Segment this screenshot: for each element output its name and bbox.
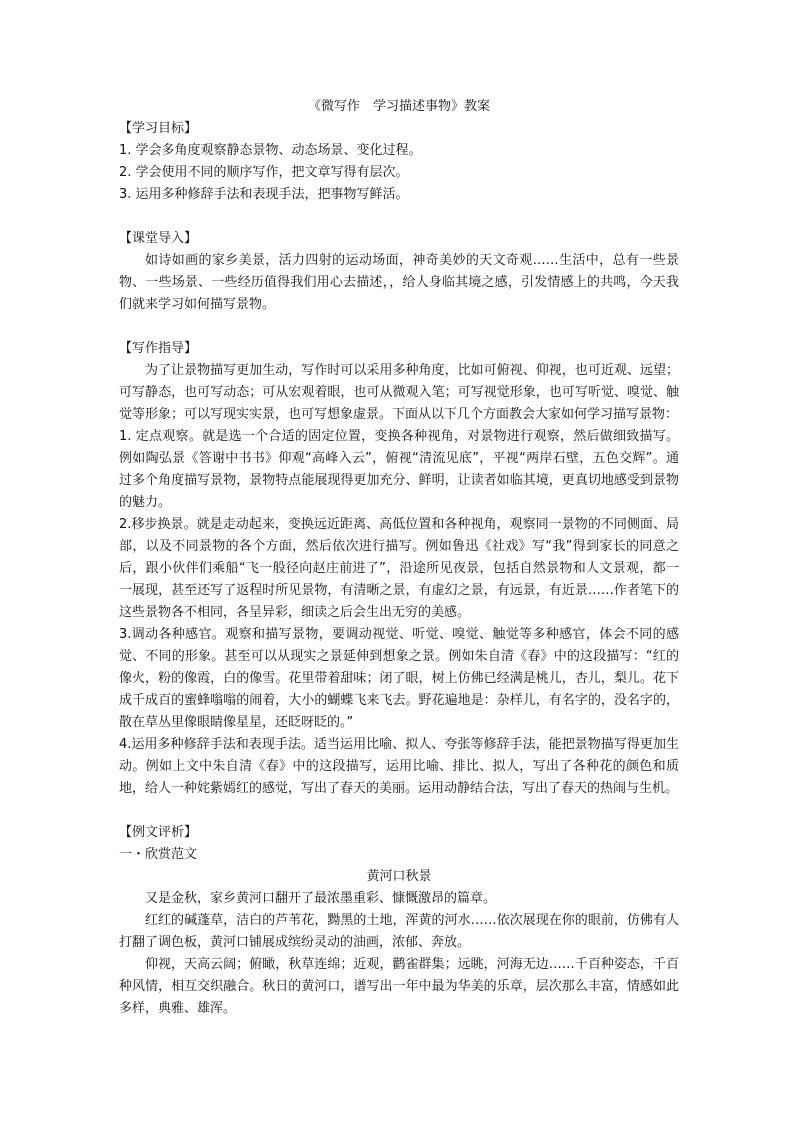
essay-paragraph: 又是金秋，家乡黄河口翻开了最浓墨重彩、慷慨激昂的篇章。 — [145, 891, 497, 906]
goals-heading: 【学习目标】 — [119, 121, 198, 136]
spacer — [119, 800, 679, 822]
spacer — [119, 316, 679, 338]
guide-point: 1. 定点观察。就是选一个合适的固定位置，变换各种视角，对景物进行观察，然后做细致描写。例如陶弘景《答谢中书书》仰观“高峰入云”，俯视“清流见底”，平视“两岸石壁，五色交辉”。通过多个角度描写景物，景物特点能展现得更加充分、鲜明，让读者如临其境，更真切地感受到景物的魅力。 — [119, 429, 679, 510]
document-page — [119, 96, 679, 1020]
essay-title: 黄河口秋景 — [366, 869, 432, 884]
spacer — [119, 206, 679, 228]
guide-heading: 【写作指导】 — [119, 341, 198, 356]
intro-paragraph: 如诗如画的家乡美景，活力四射的运动场面，神奇美妙的天文奇观……生活中，总有一些景物、一些场景、一些经历值得我们用心去描述，，给人身临其境之感，引发情感上的共鸣，今天我们就来学习如何描写景物。 — [119, 253, 679, 312]
essay-paragraph: 红红的碱蓬草，洁白的芦苇花，黝黑的土地，浑黄的河水……依次展现在你的眼前，仿佛有人打翻了调色板，黄河口铺展成缤纷灵动的油画，浓郁、奔放。 — [119, 913, 679, 950]
guide-point: 3.调动各种感官。观察和描写景物，要调动视觉、听觉、嗅觉、触觉等多种感官，体会不同的感觉、不同的形象。甚至可以从现实之景延伸到想象之景。例如朱自清《春》中的这段描写：“红的像火，粉的像霞，白的像雪。花里带着甜味；闭了眼，树上仿佛已经满是桃儿，杏儿，梨儿。花下成千成百的蜜蜂嗡嗡的闹着，大小的蝴蝶飞来飞去。野花遍地是：杂样儿，有名字的，没名字的，散在草丛里像眼睛像星星，还眨呀眨的。” — [119, 627, 679, 730]
document-title: 《微写作 学习描述事物》教案 — [307, 99, 490, 114]
intro-heading: 【课堂导入】 — [119, 231, 198, 246]
example-heading: 【例文评析】 — [119, 825, 198, 840]
goal-item: 2. 学会使用不同的顺序写作，把文章写得有层次。 — [119, 165, 409, 180]
guide-point: 2.移步换景。就是走动起来，变换远近距离、高低位置和各种视角，观察同一景物的不同侧面、局部，以及不同景物的各个方面，然后依次进行描写。例如鲁迅《社戏》写“我”得到家长的同意之后，跟小伙伴们乘船“飞一般径向赵庄前进了”，沿途所见夜景，包括自然景物和人文景观，都一 一展现，甚至还写了返程时所见景物，有清晰之景，有虚幻之景，有远景，有近景……作者笔下的这些景物各不相同，各呈异彩，细读之后会生出无穷的美感。 — [119, 517, 679, 620]
goal-item: 1. 学会多角度观察静态景物、动态场景、变化过程。 — [119, 143, 422, 158]
essay-paragraph: 仰视，天高云阔；俯瞰，秋草连绵；近观，鹳雀群集；远眺，河海无边……千百种姿态，千百种风情，相互交织融合。秋日的黄河口，谱写出一年中最为华美的乐章，层次那么丰富，情感如此多样，典雅、雄浑。 — [119, 957, 679, 1016]
guide-point: 4.运用多种修辞手法和表现手法。适当运用比喻、拟人、夸张等修辞手法，能把景物描写得更加生动。例如上文中朱自清《春》中的这段描写，运用比喻、排比、拟人，写出了各种花的颜色和质地，给人一种姹紫嫣红的感觉，写出了春天的美丽。运用动静结合法，写出了春天的热闹与生机。 — [119, 737, 679, 796]
example-subheading: 一・欣赏范文 — [119, 847, 198, 862]
guide-intro-paragraph: 为了让景物描写更加生动，写作时可以采用多种角度，比如可俯视、仰视，也可近观、远望；可写静态，也可写动态；可从宏观着眼，也可从微观入笔；可写视觉形象，也可写听觉、嗅觉、触觉等形象；可以写现实实景，也可写想象虚景。下面从以下几个方面教会大家如何学习描写景物： — [119, 363, 679, 422]
goal-item: 3. 运用多种修辞手法和表现手法，把事物写鲜活。 — [119, 187, 409, 202]
